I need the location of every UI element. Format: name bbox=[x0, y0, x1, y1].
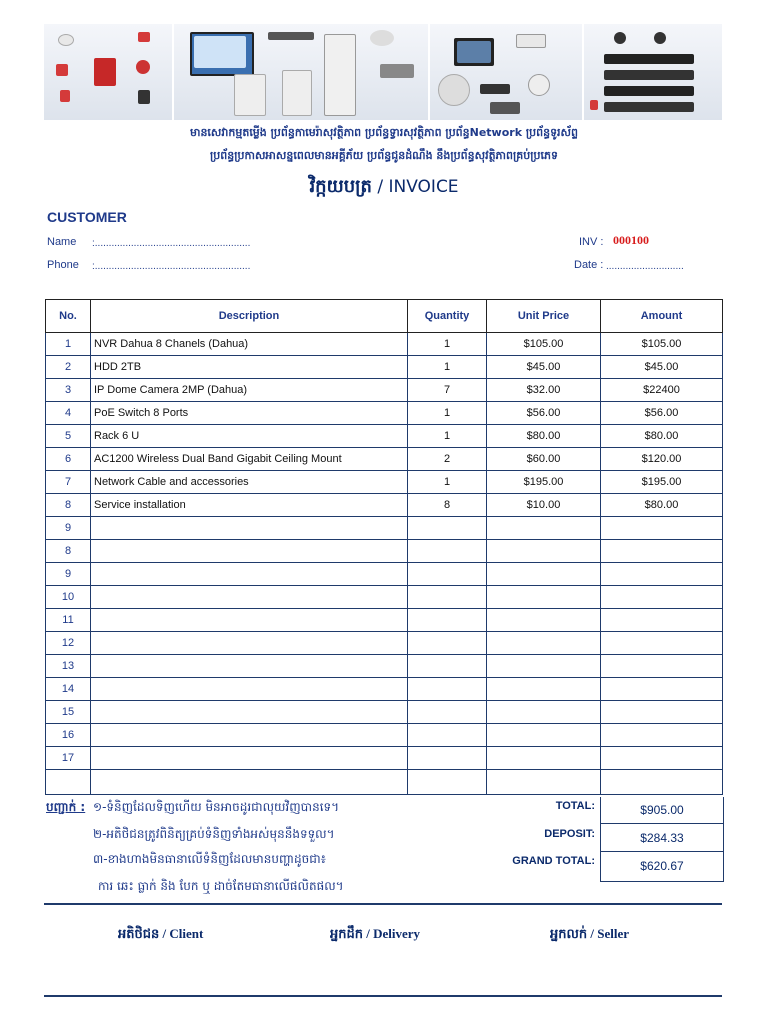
total-value: $905.00 bbox=[640, 803, 684, 817]
totals-divider bbox=[601, 851, 723, 852]
row-quantity: 7 bbox=[408, 379, 487, 402]
signature-bottom-rule bbox=[44, 995, 722, 997]
phone-label: Phone bbox=[47, 259, 79, 271]
row-unit-price: $32.00 bbox=[487, 379, 601, 402]
row-amount bbox=[601, 701, 723, 724]
row-description bbox=[91, 678, 408, 701]
row-description bbox=[91, 770, 408, 795]
delivery-signature-label: អ្នកដឹក / Delivery bbox=[330, 926, 421, 941]
row-amount bbox=[601, 609, 723, 632]
row-number: 11 bbox=[46, 609, 91, 632]
row-number: 1 bbox=[46, 333, 91, 356]
table-row bbox=[46, 425, 723, 448]
note-line-3: ៣-ខាងហាងមិនធានាលើទំនិញដែលមានបញ្ហាដូចជា៖ bbox=[93, 852, 326, 866]
row-number: 8 bbox=[46, 540, 91, 563]
table-row bbox=[46, 379, 723, 402]
row-unit-price: $60.00 bbox=[487, 448, 601, 471]
row-description bbox=[91, 632, 408, 655]
table-row bbox=[46, 471, 723, 494]
notes-label: បញ្ជាក់ : bbox=[46, 800, 86, 814]
deposit-label: DEPOSIT: bbox=[544, 828, 595, 840]
row-quantity bbox=[408, 770, 487, 795]
row-amount: $105.00 bbox=[601, 333, 723, 356]
access-control-illustration bbox=[174, 24, 430, 120]
row-description bbox=[91, 724, 408, 747]
row-description: Network Cable and accessories bbox=[91, 471, 408, 494]
row-quantity bbox=[408, 563, 487, 586]
row-description: HDD 2TB bbox=[91, 356, 408, 379]
row-number: 8 bbox=[46, 494, 91, 517]
row-number: 5 bbox=[46, 425, 91, 448]
table-row bbox=[46, 517, 723, 540]
header-unit-price: Unit Price bbox=[487, 300, 601, 333]
name-field[interactable]: :........................................................ bbox=[92, 238, 251, 249]
grand-total-label: GRAND TOTAL: bbox=[512, 855, 595, 867]
row-quantity bbox=[408, 655, 487, 678]
row-description bbox=[91, 586, 408, 609]
row-amount bbox=[601, 540, 723, 563]
row-amount bbox=[601, 517, 723, 540]
row-number: 10 bbox=[46, 586, 91, 609]
row-description bbox=[91, 540, 408, 563]
table-row bbox=[46, 632, 723, 655]
row-amount: $45.00 bbox=[601, 356, 723, 379]
row-description bbox=[91, 563, 408, 586]
row-quantity: 1 bbox=[408, 356, 487, 379]
header-amount: Amount bbox=[601, 300, 723, 333]
row-amount bbox=[601, 586, 723, 609]
row-unit-price bbox=[487, 632, 601, 655]
row-amount: $22400 bbox=[601, 379, 723, 402]
pa-system-illustration bbox=[584, 24, 724, 120]
row-quantity: 8 bbox=[408, 494, 487, 517]
table-row bbox=[46, 333, 723, 356]
row-amount: $80.00 bbox=[601, 425, 723, 448]
table-row bbox=[46, 402, 723, 425]
row-unit-price bbox=[487, 609, 601, 632]
row-number bbox=[46, 770, 91, 795]
row-number: 9 bbox=[46, 517, 91, 540]
header-quantity: Quantity bbox=[408, 300, 487, 333]
customer-heading: CUSTOMER bbox=[47, 209, 127, 225]
row-quantity bbox=[408, 586, 487, 609]
row-amount: $195.00 bbox=[601, 471, 723, 494]
row-number: 13 bbox=[46, 655, 91, 678]
row-number: 6 bbox=[46, 448, 91, 471]
row-unit-price: $56.00 bbox=[487, 402, 601, 425]
row-quantity bbox=[408, 540, 487, 563]
row-quantity: 1 bbox=[408, 402, 487, 425]
row-number: 17 bbox=[46, 747, 91, 770]
table-row bbox=[46, 586, 723, 609]
row-amount bbox=[601, 655, 723, 678]
row-unit-price: $105.00 bbox=[487, 333, 601, 356]
note-line-2: ២-អតិថិជនត្រូវពិនិត្យគ្រប់ទំនិញទាំងអស់មុននឹងទទួល។ bbox=[93, 827, 335, 841]
table-row bbox=[46, 678, 723, 701]
row-quantity: 2 bbox=[408, 448, 487, 471]
row-description: NVR Dahua 8 Chanels (Dahua) bbox=[91, 333, 408, 356]
client-signature-label: អតិថិជន / Client bbox=[118, 926, 204, 941]
row-quantity bbox=[408, 701, 487, 724]
row-description bbox=[91, 747, 408, 770]
table-row bbox=[46, 701, 723, 724]
row-amount bbox=[601, 724, 723, 747]
row-unit-price: $195.00 bbox=[487, 471, 601, 494]
row-unit-price bbox=[487, 655, 601, 678]
header-description: Description bbox=[91, 300, 408, 333]
invoice-title bbox=[0, 174, 768, 201]
row-amount bbox=[601, 563, 723, 586]
totals-box bbox=[600, 797, 724, 882]
row-quantity: 1 bbox=[408, 425, 487, 448]
row-description: IP Dome Camera 2MP (Dahua) bbox=[91, 379, 408, 402]
date-field[interactable]: ............................ bbox=[606, 261, 684, 272]
invoice-title-separator: / bbox=[371, 177, 389, 197]
row-unit-price bbox=[487, 724, 601, 747]
date-label: Date : bbox=[574, 259, 604, 271]
row-unit-price bbox=[487, 701, 601, 724]
row-quantity: 1 bbox=[408, 471, 487, 494]
seller-signature-label: អ្នកលក់ / Seller bbox=[550, 926, 630, 941]
table-row bbox=[46, 540, 723, 563]
row-quantity: 1 bbox=[408, 333, 487, 356]
row-unit-price bbox=[487, 678, 601, 701]
row-unit-price bbox=[487, 540, 601, 563]
cctv-camera-illustration bbox=[430, 24, 584, 120]
row-amount bbox=[601, 678, 723, 701]
table-row bbox=[46, 724, 723, 747]
table-header-row bbox=[46, 300, 723, 333]
row-description: PoE Switch 8 Ports bbox=[91, 402, 408, 425]
row-quantity bbox=[408, 517, 487, 540]
name-label: Name bbox=[47, 236, 77, 248]
row-number: 12 bbox=[46, 632, 91, 655]
row-quantity bbox=[408, 747, 487, 770]
fire-alarm-panel-illustration bbox=[44, 24, 174, 120]
inv-label: INV : bbox=[579, 236, 604, 248]
row-description bbox=[91, 517, 408, 540]
table-row bbox=[46, 609, 723, 632]
invoice-title-english: INVOICE bbox=[388, 177, 459, 197]
row-quantity bbox=[408, 609, 487, 632]
row-amount bbox=[601, 770, 723, 795]
row-description bbox=[91, 701, 408, 724]
table-row bbox=[46, 494, 723, 517]
row-description bbox=[91, 609, 408, 632]
row-number: 4 bbox=[46, 402, 91, 425]
header-banner bbox=[44, 24, 722, 120]
row-description: AC1200 Wireless Dual Band Gigabit Ceiling Mount bbox=[91, 448, 408, 471]
table-row bbox=[46, 563, 723, 586]
table-row bbox=[46, 747, 723, 770]
row-amount: $56.00 bbox=[601, 402, 723, 425]
table-row bbox=[46, 356, 723, 379]
row-amount bbox=[601, 632, 723, 655]
invoice-number: 000100 bbox=[613, 233, 649, 247]
invoice-title-khmer: វិក្កយបត្រ bbox=[309, 176, 372, 197]
header-no: No. bbox=[46, 300, 91, 333]
row-unit-price bbox=[487, 563, 601, 586]
note-line-4: ការ ឆេះ ធ្លាក់ និង បែក ឬ ដាច់តែមធានាលើផលិតផល។ bbox=[98, 879, 344, 893]
row-number: 2 bbox=[46, 356, 91, 379]
grand-total-value: $620.67 bbox=[640, 859, 684, 873]
row-amount: $120.00 bbox=[601, 448, 723, 471]
row-number: 15 bbox=[46, 701, 91, 724]
services-line-2: ប្រព័ន្ធប្រកាសអាសន្នពេលមានអគ្គីភ័យ ប្រព័ន្ធជូនដំណឹង នឹងប្រព័ន្ធសុវត្ថិភាពគ្រប់ប្រភេទ bbox=[210, 149, 558, 162]
row-unit-price: $80.00 bbox=[487, 425, 601, 448]
row-quantity bbox=[408, 724, 487, 747]
row-quantity bbox=[408, 632, 487, 655]
phone-field[interactable]: :........................................................ bbox=[92, 261, 251, 272]
invoice-table bbox=[45, 299, 723, 795]
row-unit-price: $10.00 bbox=[487, 494, 601, 517]
row-amount: $80.00 bbox=[601, 494, 723, 517]
note-line-1: ១-ទំនិញដែលទិញហើយ មិនអាចដូរជាលុយវិញបានទេ។ bbox=[93, 800, 340, 814]
row-number: 16 bbox=[46, 724, 91, 747]
row-description bbox=[91, 655, 408, 678]
services-line-1: មានសេវាកម្មតម្លើង ប្រព័ន្ធកាមេរ៉ាសុវត្ថិភាព ប្រព័ន្ធទ្វារសុវត្ថិភាព ប្រព័ន្ធNetwork ប្រព័ន្ធទូរស័ព្ទ bbox=[189, 126, 579, 139]
row-number: 3 bbox=[46, 379, 91, 402]
row-number: 7 bbox=[46, 471, 91, 494]
row-description: Rack 6 U bbox=[91, 425, 408, 448]
row-unit-price bbox=[487, 586, 601, 609]
row-unit-price bbox=[487, 517, 601, 540]
table-row bbox=[46, 655, 723, 678]
row-number: 14 bbox=[46, 678, 91, 701]
row-unit-price bbox=[487, 747, 601, 770]
row-quantity bbox=[408, 678, 487, 701]
total-label: TOTAL: bbox=[555, 800, 595, 812]
signature-top-rule bbox=[44, 903, 722, 905]
deposit-value: $284.33 bbox=[640, 831, 684, 845]
row-number: 9 bbox=[46, 563, 91, 586]
row-unit-price: $45.00 bbox=[487, 356, 601, 379]
row-description: Service installation bbox=[91, 494, 408, 517]
totals-divider bbox=[601, 823, 723, 824]
row-unit-price bbox=[487, 770, 601, 795]
table-row bbox=[46, 770, 723, 795]
table-row bbox=[46, 448, 723, 471]
row-amount bbox=[601, 747, 723, 770]
